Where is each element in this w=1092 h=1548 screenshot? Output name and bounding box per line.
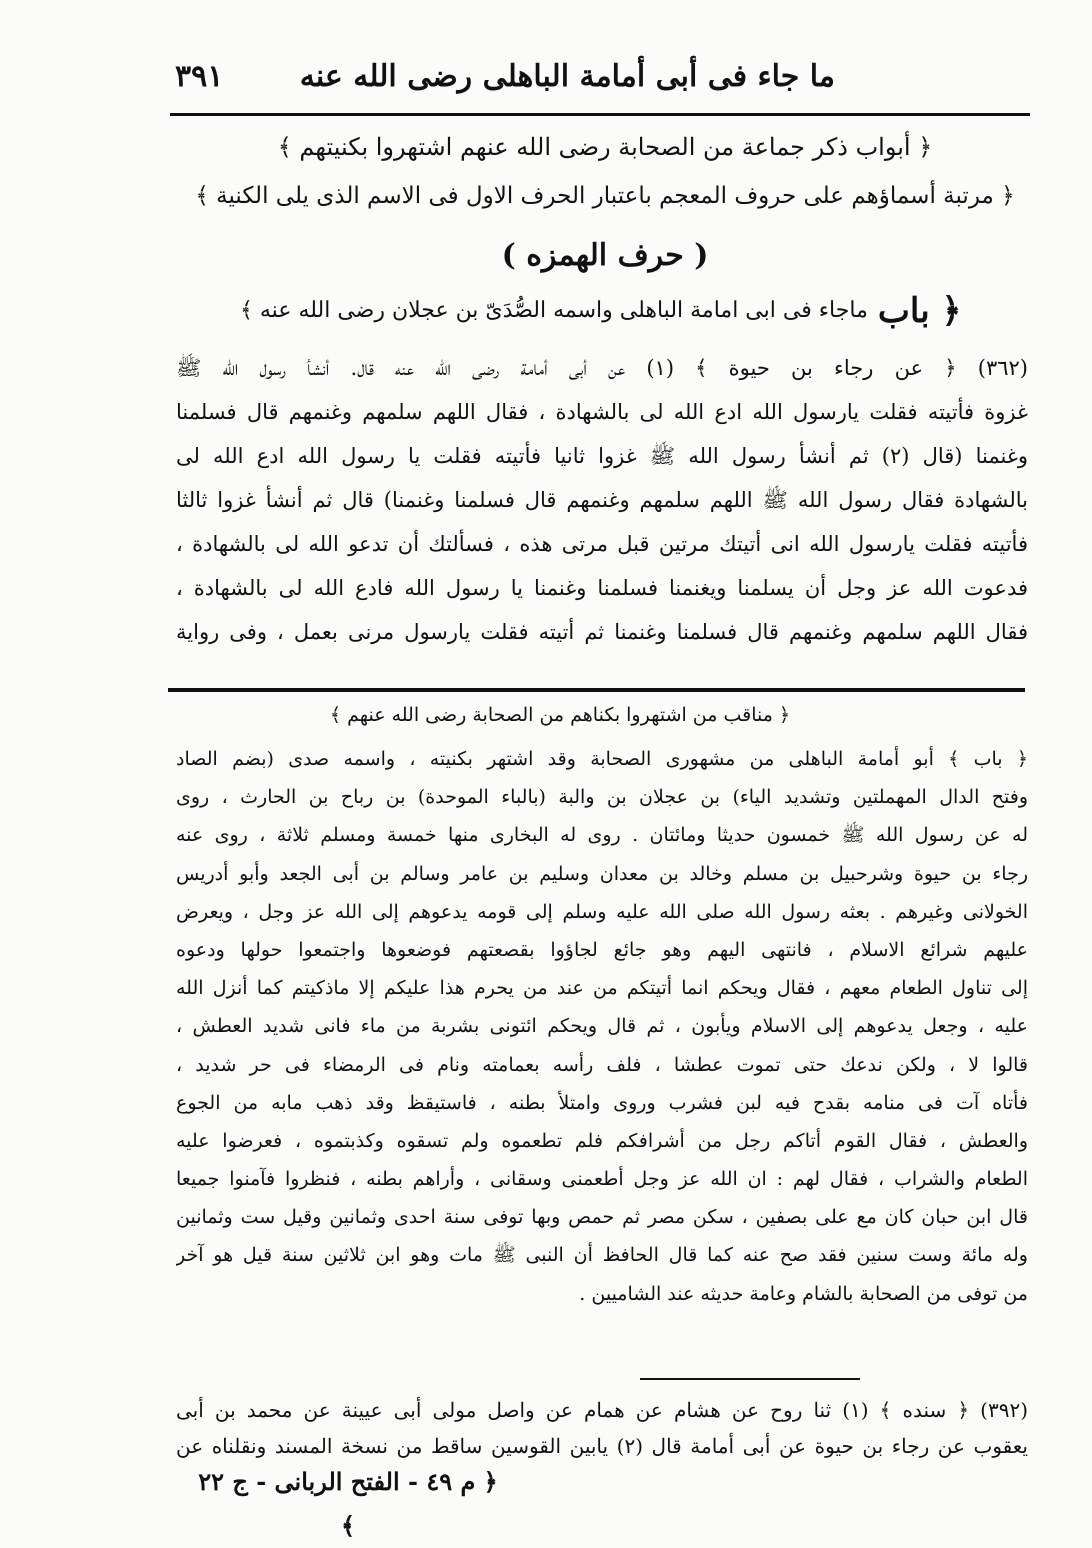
- sanad-divider: [640, 1378, 860, 1380]
- bab-heading: [240, 290, 1030, 331]
- main-text-line: بالشهادة فقال رسول الله ﷺ اللهم سلمهم وغنمهم قال فسلمنا وغنمنا) قال ثم أنشأ غزوا ثالثا: [176, 488, 1028, 512]
- sanad-line: (٣٩٢) ﴿ سنده ﴾ (١) ثنا روح عن هشام عن همام عن واصل مولى أبى عيينة عن محمد بن أبى: [176, 1398, 1028, 1422]
- main-text-line: (٣٦٢) ﴿ عن رجاء بن حيوة ﴾ (١) عن أبى أمامة رضى الله عنه قال. أنشأ رسول الله ﷺ: [176, 356, 1028, 380]
- section-heading-1: ﴿ أبواب ذكر جماعة من الصحابة رضى الله عنهم اشتهروا بكنيتهم ﴾: [277, 133, 933, 161]
- notes-line: عليه ، وجعل يدعوهم إلى الاسلام ويأبون ، ثم قال ويحكم ائتونى بشربة من ماء فانى شديد العطش ،: [176, 1015, 1028, 1038]
- notes-line: رجاء بن حيوة وشرحبيل بن مسلم وخالد بن معدان وسليم بن عامر وسالم بن أبى الجعد وأبو أدريس: [176, 862, 1028, 885]
- page-number: ٣٩١: [175, 58, 224, 94]
- main-text-line: غزوة فأتيته فقلت يارسول الله ادع الله لى بالشهادة ، فقال اللهم سلمهم وغنمهم قال فسلمنا: [176, 400, 1028, 424]
- header-rule: [170, 113, 1030, 116]
- sanad-text: [176, 1392, 1028, 1464]
- page-header: [175, 48, 835, 104]
- section-heading-3: ( حرف الهمزه ): [501, 238, 709, 273]
- notes-line: والعطش ، فقال القوم أتاكم رجل من أشرافكم فلم تطعموه ولم تسقوه وكذبتموه ، فعرضوا عليه: [176, 1129, 1028, 1152]
- notes-heading: [250, 704, 870, 726]
- bab-word: ﴿ باب: [877, 291, 962, 331]
- bab-title: ماجاء فى ابى امامة الباهلى واسمه الصُّدَىّ بن عجلان رضى الله عنه ﴾: [240, 298, 868, 323]
- notes-line: الطعام والشراب ، فقال لهم : ان الله عز وجل أطعمنى وسقانى ، وأراهم بطنه ، فنظروا فآمنوا جميعا: [176, 1168, 1028, 1191]
- notes-line: الخولانى وغيرهم . بعثه رسول الله صلى الله عليه وسلم إلى قومه يدعوهم إلى الله عز وجل ، ويعرض: [176, 900, 1028, 923]
- main-text-line: وغنمنا (قال (٢) ثم أنشأ رسول الله ﷺ غزوا ثانيا فأتيته فقلت يا رسول الله ادع الله لى: [176, 444, 1028, 468]
- notes-line: له عن رسول الله ﷺ خمسون حديثا ومائتان . روى له البخارى منها خمسة ومسلم ثلاثة ، روى عنه: [176, 824, 1028, 847]
- notes-line: قالوا لا ، ولكن ندعك حتى تموت عطشا ، فلف رأسه بعمامته ونام فى الرمضاء فى حر شديد ،: [176, 1053, 1028, 1076]
- footnote-divider: [168, 688, 1025, 692]
- notes-line: وفتح الدال المهملتين وتشديد الياء) بن عجلان بن والبة (بالباء الموحدة) بن رباح بن الحارث ، روى: [176, 786, 1028, 809]
- main-text: [176, 346, 1028, 654]
- notes-line: قال ابن حبان كان مع على بصفين ، سكن مصر ثم حمص وبها توفى سنة احدى وثمانين وقيل ست وثمانين: [176, 1206, 1028, 1229]
- main-text-line: فأتيته فقلت يارسول الله انى أتيتك مرتين قبل مرتى هذه ، فسألتك أن تدعو الله لى بالشهادة ،: [176, 532, 1028, 556]
- notes-line: وله مائة وست سنين فقد صح عنه كما قال الحافظ أن النبى ﷺ مات وهو ابن ثلاثين سنة قيل هو آخر: [176, 1244, 1028, 1267]
- notes-line: إلى تناول الطعام معهم ، فقال ويحكم انما أتيتكم من عند من يحرم هذا عليكم إلا ماذكيتم كما أنزل الله: [176, 977, 1028, 1000]
- header-title: ما جاء فى أبى أمامة الباهلى رضى الله عنه: [299, 58, 835, 94]
- page-footer: ﴿ م ٤٩ - الفتح الربانى - ج ٢٢ ﴾: [198, 1467, 498, 1540]
- notes-line: ﴿ باب ﴾ أبو أمامة الباهلى من مشهورى الصحابة وقد اشتهر بكنيته ، واسمه صدى (بضم الصاد: [176, 748, 1028, 770]
- main-text-line: فدعوت الله عز وجل أن يسلمنا ويغنمنا فسلمنا وغنمنا يا رسول الله فادع الله لى بالشهادة ،: [176, 576, 1028, 600]
- notes-heading-text: ﴿ مناقب من اشتهروا بكناهم من الصحابة رضى الله عنهم ﴾: [329, 704, 791, 726]
- main-text-line: فقال اللهم سلمهم وغنمهم قال فسلمنا وغنمنا ثم أتيته فقلت يارسول مرنى بعمل ، وفى رواية: [176, 620, 1028, 644]
- notes-line: عليهم شرائع الاسلام ، فانتهى اليهم وهو جائع لجاؤوا بقصعتهم فوضعوها واجتمعوا حولها ودعوه: [176, 938, 1028, 961]
- sanad-line: يعقوب عن رجاء بن حيوة عن أبى أمامة قال (٢) يابين القوسين ساقط من نسخة المسند ونقلناه عن: [176, 1434, 1028, 1458]
- notes-line: فأتاه آت فى منامه بقدح فيه لبن فشرب وروى وامتلأ بطنه ، فاستيقظ وقد ذهب مابه من الجوع: [176, 1091, 1028, 1114]
- notes-line: من توفى من الصحابة بالشام وعامة حديثه عند الشاميين .: [579, 1282, 1028, 1305]
- notes-text: [176, 740, 1028, 1313]
- section-heading-2: ﴿ مرتبة أسماؤهم على حروف المعجم باعتبار الحرف الاول فى الاسم الذى يلى الكنية ﴾: [195, 183, 1015, 209]
